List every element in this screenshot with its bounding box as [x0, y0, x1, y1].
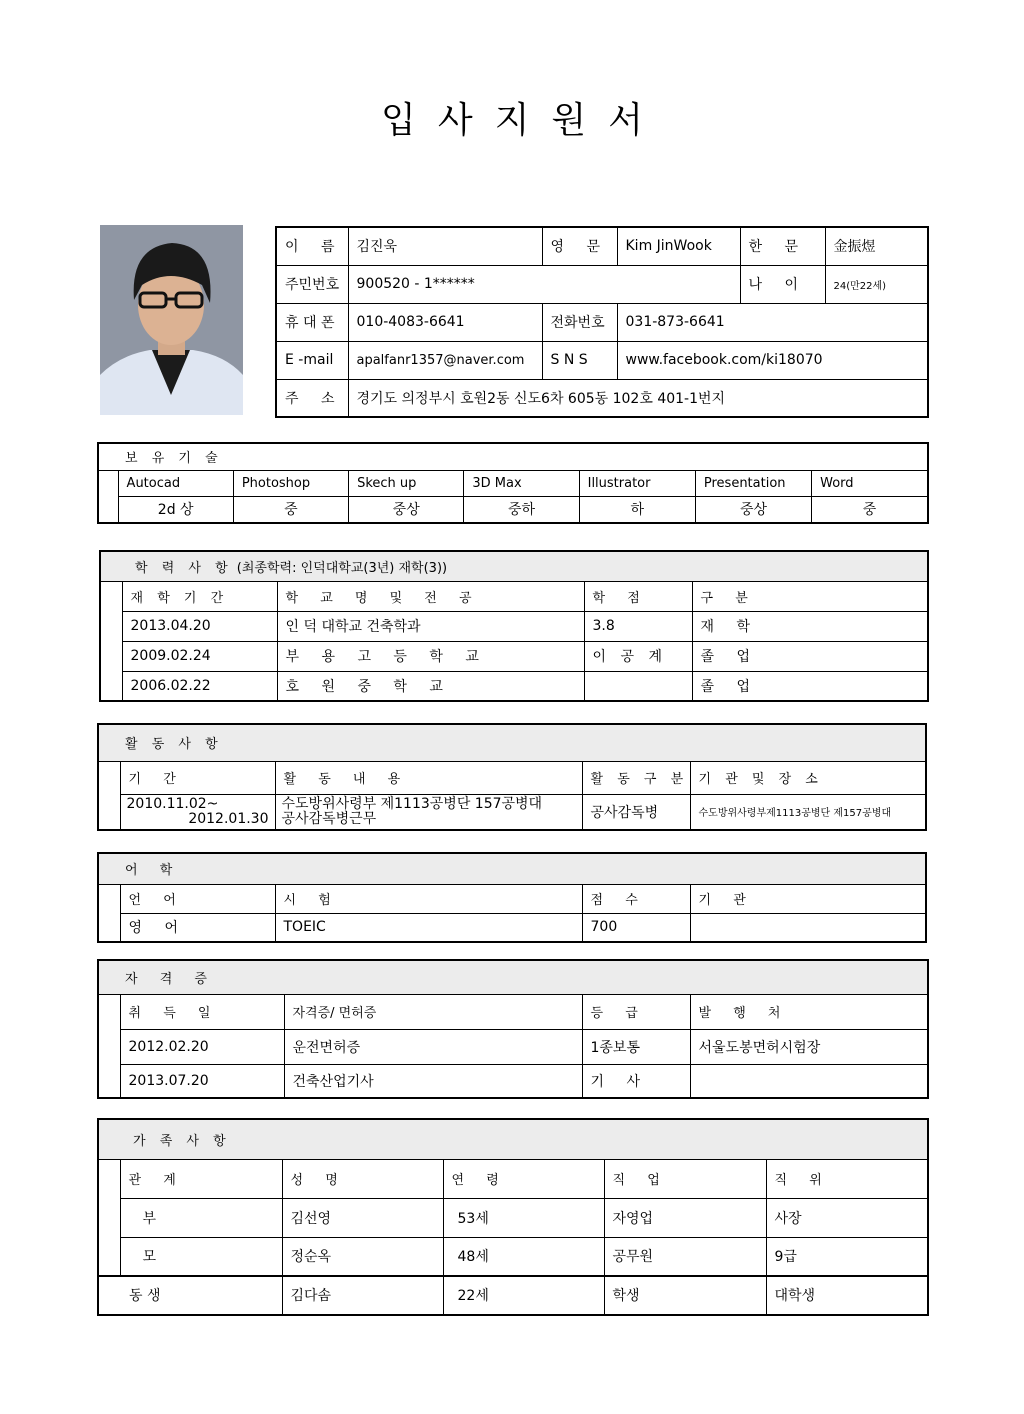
activities-table: [97, 723, 927, 831]
language-left-margin: [98, 884, 120, 942]
eng-name-value: Kim JinWook: [617, 227, 740, 265]
activities-left-margin: [98, 761, 120, 830]
table-cell: 김선영: [282, 1198, 443, 1237]
table-cell: 운전면허증: [284, 1029, 582, 1064]
table-cell: [690, 1064, 928, 1098]
phone-value: 031-873-6641: [617, 303, 928, 341]
family-table-last-row: [97, 1276, 929, 1316]
table-cell: 2006.02.22: [122, 671, 277, 701]
eng-name-label: 영 문: [542, 227, 617, 265]
family-col-header: 연 령: [443, 1159, 604, 1198]
skills-left-margin: [98, 470, 118, 523]
education-header: [100, 551, 928, 581]
table-cell: 졸 업: [692, 671, 928, 701]
table-cell: 졸 업: [692, 641, 928, 671]
table-cell: 영 어: [120, 913, 275, 942]
table-cell: 동 생: [98, 1277, 282, 1315]
skill-name: Presentation: [695, 470, 811, 496]
table-cell: 2013.07.20: [120, 1064, 284, 1098]
language-col-header: 점 수: [582, 884, 690, 913]
education-header-title: 학 력 사 항: [135, 560, 233, 576]
education-table: [99, 550, 929, 702]
table-cell: 공무원: [604, 1237, 766, 1276]
skill-level: 중: [812, 496, 928, 523]
skill-level: 중하: [464, 496, 579, 523]
table-cell: 모: [120, 1237, 282, 1276]
skill-name: 3D Max: [464, 470, 579, 496]
family-col-header: 성 명: [282, 1159, 443, 1198]
table-cell: 인 덕 대학교 건축학과: [277, 611, 584, 641]
language-table: [97, 852, 927, 943]
family-left-margin: [98, 1159, 120, 1276]
table-cell: 서울도봉면허시험장: [690, 1029, 928, 1064]
table-cell: 2013.04.20: [122, 611, 277, 641]
activity-place: 수도방위사령부제1113공병단 제157공병대: [690, 794, 926, 830]
table-cell: 2009.02.24: [122, 641, 277, 671]
certificates-table: [97, 959, 929, 1099]
family-col-header: 직 업: [604, 1159, 766, 1198]
skill-name: Photoshop: [233, 470, 348, 496]
name-value: 김진욱: [348, 227, 542, 265]
skill-level: 중상: [349, 496, 464, 523]
family-header: 가 족 사 항: [98, 1119, 928, 1159]
table-cell: [690, 913, 926, 942]
email-value: apalfanr1357@naver.com: [348, 341, 542, 379]
skill-name: Word: [812, 470, 928, 496]
activities-col-header: 기 간: [120, 761, 275, 794]
certificates-col-header: 취 득 일: [120, 994, 284, 1029]
table-cell: 700: [582, 913, 690, 942]
profile-photo: [100, 225, 243, 415]
skills-header: 보 유 기 술: [98, 443, 928, 470]
certificates-col-header: 자격증/ 면허증: [284, 994, 582, 1029]
language-header: 어 학: [98, 853, 926, 884]
table-cell: 대학생: [766, 1277, 928, 1315]
skill-level: 중: [233, 496, 348, 523]
hanja-name-label: 한 문: [740, 227, 825, 265]
table-cell: 부: [120, 1198, 282, 1237]
skill-level: 하: [579, 496, 695, 523]
activities-col-header: 기 관 및 장 소: [690, 761, 926, 794]
activity-content-line: 수도방위사령부 제1113공병단 157공병대: [281, 795, 543, 812]
address-label: 주 소: [276, 379, 348, 417]
skill-level: 2d 상: [118, 496, 233, 523]
certificates-col-header: 등 급: [582, 994, 690, 1029]
education-col-header: 학 교 명 및 전 공: [277, 581, 584, 611]
activity-category: 공사감독병: [582, 794, 690, 830]
family-table: [97, 1118, 929, 1277]
activity-period-end: 2012.01.30: [188, 810, 269, 827]
table-cell: 기 사: [582, 1064, 690, 1098]
table-cell: 재 학: [692, 611, 928, 641]
mobile-label: 휴 대 폰: [276, 303, 348, 341]
table-cell: 김다솜: [282, 1277, 443, 1315]
table-cell: 22세: [443, 1277, 604, 1315]
language-col-header: 언 어: [120, 884, 275, 913]
skill-level: 중상: [695, 496, 811, 523]
email-label: E -mail: [276, 341, 348, 379]
table-cell: 자영업: [604, 1198, 766, 1237]
table-cell: 정순옥: [282, 1237, 443, 1276]
activity-content-line: 공사감독병근무: [281, 810, 377, 827]
table-cell: 53세: [443, 1198, 604, 1237]
resident-label: 주민번호: [276, 265, 348, 303]
phone-label: 전화번호: [542, 303, 617, 341]
page-title: 입사지원서: [381, 100, 665, 141]
age-value: 24(만22세): [825, 265, 928, 303]
table-cell: 2012.02.20: [120, 1029, 284, 1064]
table-cell: 학생: [604, 1277, 766, 1315]
education-left-margin: [100, 581, 122, 701]
table-cell: 건축산업기사: [284, 1064, 582, 1098]
resident-value: 900520 - 1******: [348, 265, 740, 303]
certificates-col-header: 발 행 처: [690, 994, 928, 1029]
activity-content: [275, 794, 582, 830]
table-cell: 이 공 계: [584, 641, 692, 671]
education-header-note: (최종학력: 인덕대학교(3년) 재학(3)): [236, 560, 448, 576]
table-cell: 사장: [766, 1198, 928, 1237]
mobile-value: 010-4083-6641: [348, 303, 542, 341]
table-cell: 1종보통: [582, 1029, 690, 1064]
education-col-header: 구 분: [692, 581, 928, 611]
activities-col-header: 활 동 내 용: [275, 761, 582, 794]
table-cell: 부 용 고 등 학 교: [277, 641, 584, 671]
age-label: 나 이: [740, 265, 825, 303]
skill-name: Autocad: [118, 470, 233, 496]
activities-header: 활 동 사 항: [98, 724, 926, 761]
education-col-header: 학 점: [584, 581, 692, 611]
family-col-header: 직 위: [766, 1159, 928, 1198]
activities-col-header: 활 동 구 분: [582, 761, 690, 794]
sns-label: S N S: [542, 341, 617, 379]
hanja-name-value: 金振煜: [825, 227, 928, 265]
skill-name: Illustrator: [579, 470, 695, 496]
activity-period-start: 2010.11.02~: [126, 795, 219, 812]
language-col-header: 기 관: [690, 884, 926, 913]
skills-table: [97, 442, 929, 524]
skill-name: Skech up: [349, 470, 464, 496]
address-value: 경기도 의정부시 호원2동 신도6차 605동 102호 401-1번지: [348, 379, 928, 417]
table-cell: 3.8: [584, 611, 692, 641]
name-label: 이 름: [276, 227, 348, 265]
table-cell: TOEIC: [275, 913, 582, 942]
family-col-header: 관 계: [120, 1159, 282, 1198]
table-cell: [584, 671, 692, 701]
table-cell: 48세: [443, 1237, 604, 1276]
table-cell: 9급: [766, 1237, 928, 1276]
language-col-header: 시 험: [275, 884, 582, 913]
activity-period: [120, 794, 275, 830]
personal-info-table: [275, 226, 929, 418]
table-cell: 호 원 중 학 교: [277, 671, 584, 701]
education-col-header: 재 학 기 간: [122, 581, 277, 611]
sns-value: www.facebook.com/ki18070: [617, 341, 928, 379]
certificates-left-margin: [98, 994, 120, 1098]
certificates-header: 자 격 증: [98, 960, 928, 994]
